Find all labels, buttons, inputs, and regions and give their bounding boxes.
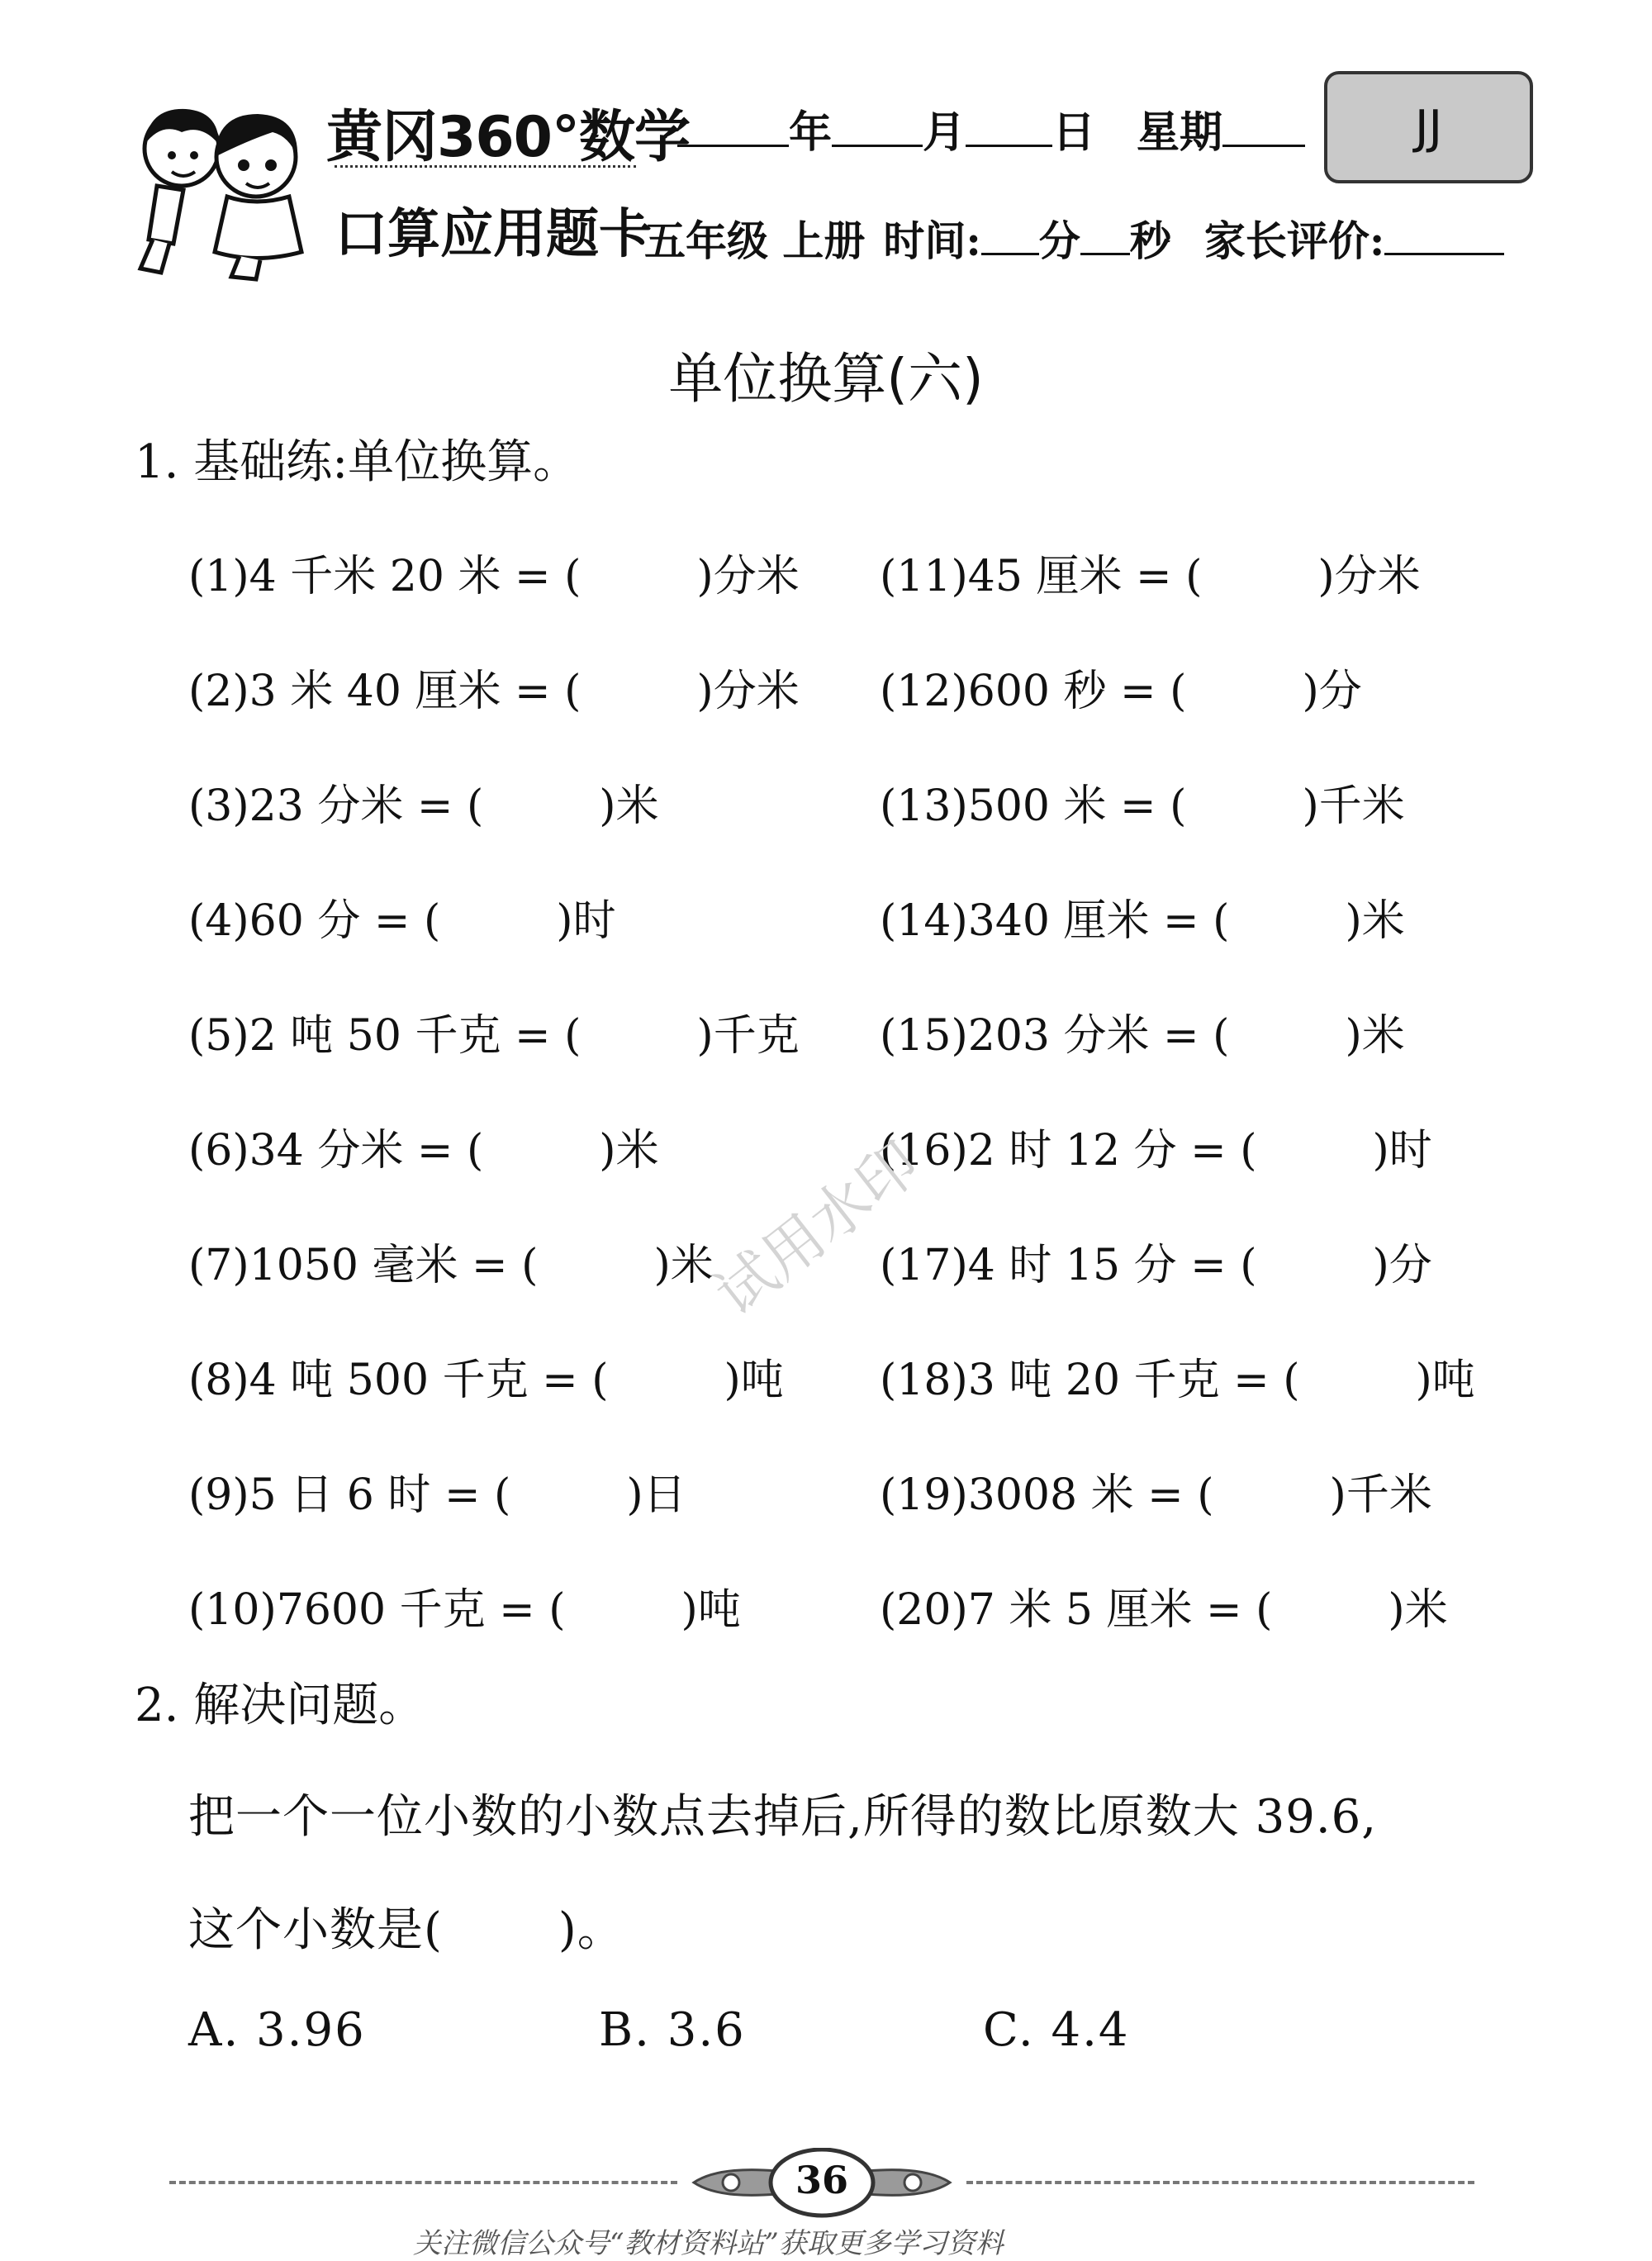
question-unit: )千米 xyxy=(1302,781,1405,831)
edition-code: JJ xyxy=(1414,100,1443,154)
option-a[interactable]: A. 3.96 xyxy=(188,2003,366,2057)
question-unit: )时 xyxy=(1372,1126,1432,1176)
question-item xyxy=(188,656,800,718)
problem-line-2-start: 这个小数是( xyxy=(188,1903,443,1957)
date-line xyxy=(677,97,1305,159)
question-prompt: (10)7600 千克 = ( xyxy=(188,1585,566,1635)
info-line xyxy=(644,208,1504,268)
brand-subtitle: 口算应用题卡 xyxy=(335,204,652,265)
year-blank[interactable] xyxy=(677,108,789,147)
second-blank[interactable] xyxy=(1080,216,1130,255)
question-item xyxy=(188,541,800,603)
weekday-label: 星期 xyxy=(1137,107,1223,158)
question-unit: )日 xyxy=(626,1470,686,1520)
question-item xyxy=(188,1345,784,1407)
day-blank[interactable] xyxy=(966,108,1052,147)
watermark: 试用水印 xyxy=(701,1128,933,1329)
parent-eval-blank[interactable] xyxy=(1384,216,1504,255)
year-label: 年 xyxy=(789,107,833,158)
question-prompt: (9)5 日 6 时 = ( xyxy=(188,1470,511,1520)
question-unit: )分 xyxy=(1302,667,1362,716)
question-prompt: (5)2 吨 50 千克 = ( xyxy=(188,1011,582,1061)
question-prompt: (11)45 厘米 = ( xyxy=(880,552,1203,601)
question-unit: )米 xyxy=(599,1126,659,1176)
footer-divider-left xyxy=(169,2181,677,2184)
edition-code-badge xyxy=(1324,71,1533,183)
brand-divider xyxy=(335,165,636,168)
question-item xyxy=(188,1230,714,1292)
question-unit: )米 xyxy=(653,1241,714,1290)
question-unit: )吨 xyxy=(1415,1356,1475,1405)
question-item xyxy=(880,656,1362,718)
page-number: 36 xyxy=(795,2158,848,2202)
question-unit: )米 xyxy=(1388,1585,1448,1635)
month-blank[interactable] xyxy=(832,108,923,147)
question-unit: )吨 xyxy=(681,1585,741,1635)
question-item xyxy=(880,1460,1432,1522)
question-unit: )千米 xyxy=(1329,1470,1432,1520)
question-item xyxy=(880,1115,1432,1177)
weekday-blank[interactable] xyxy=(1222,108,1305,147)
question-prompt: (17)4 时 15 分 = ( xyxy=(880,1241,1257,1290)
question-prompt: (8)4 吨 500 千克 = ( xyxy=(188,1356,609,1405)
worksheet-title: 单位换算(六) xyxy=(668,347,984,411)
minute-blank[interactable] xyxy=(981,216,1039,255)
mascot-illustration xyxy=(124,99,326,285)
footer-note: 关注微信公众号“教材资料站”获取更多学习资料 xyxy=(413,2227,1004,2260)
question-item xyxy=(188,1000,800,1062)
question-item xyxy=(188,1575,741,1636)
question-item xyxy=(880,541,1421,603)
question-prompt: (18)3 吨 20 千克 = ( xyxy=(880,1356,1300,1405)
question-unit: )米 xyxy=(1345,1011,1405,1061)
section2-heading: 2. 解决问题。 xyxy=(135,1679,425,1732)
question-item xyxy=(880,1000,1405,1062)
problem-line-2 xyxy=(188,1893,624,1959)
question-prompt: (1)4 千米 20 米 = ( xyxy=(188,552,582,601)
option-c[interactable]: C. 4.4 xyxy=(983,2003,1130,2057)
question-item xyxy=(880,1230,1432,1292)
question-item xyxy=(880,1345,1475,1407)
question-prompt: (15)203 分米 = ( xyxy=(880,1011,1230,1061)
question-prompt: (14)340 厘米 = ( xyxy=(880,896,1230,946)
question-prompt: (7)1050 毫米 = ( xyxy=(188,1241,539,1290)
question-prompt: (13)500 米 = ( xyxy=(880,781,1187,831)
question-item xyxy=(188,1115,659,1177)
question-item xyxy=(880,771,1405,833)
parent-eval-label: 家长评价: xyxy=(1203,216,1385,265)
option-b[interactable]: B. 3.6 xyxy=(599,2003,746,2057)
question-prompt: (6)34 分米 = ( xyxy=(188,1126,484,1176)
page-number-badge xyxy=(686,2148,958,2218)
question-unit: )分米 xyxy=(1317,552,1421,601)
question-unit: )分 xyxy=(1372,1241,1432,1290)
question-prompt: (2)3 米 40 厘米 = ( xyxy=(188,667,582,716)
question-item xyxy=(188,1460,686,1522)
question-prompt: (16)2 时 12 分 = ( xyxy=(880,1126,1257,1176)
question-unit: )分米 xyxy=(696,552,800,601)
question-unit: )米 xyxy=(599,781,659,831)
question-prompt: (4)60 分 = ( xyxy=(188,896,441,946)
section1-heading: 1. 基础练:单位换算。 xyxy=(135,435,580,489)
question-prompt: (12)600 秒 = ( xyxy=(880,667,1187,716)
question-prompt: (19)3008 米 = ( xyxy=(880,1470,1214,1520)
question-unit: )时 xyxy=(556,896,616,946)
time-label: 时间: xyxy=(883,216,981,265)
day-label: 日 xyxy=(1052,107,1096,158)
brand-title: 黄冈360°数学 xyxy=(326,105,690,170)
footer-divider-right xyxy=(966,2181,1474,2184)
question-unit: )吨 xyxy=(724,1356,784,1405)
minute-label: 分 xyxy=(1038,216,1080,265)
question-item xyxy=(188,771,659,833)
problem-line-1: 把一个一位小数的小数点去掉后,所得的数比原数大 39.6, xyxy=(188,1790,1378,1844)
month-label: 月 xyxy=(923,107,966,158)
question-prompt: (20)7 米 5 厘米 = ( xyxy=(880,1585,1273,1635)
question-unit: )分米 xyxy=(696,667,800,716)
question-item xyxy=(188,886,616,948)
question-unit: )千克 xyxy=(696,1011,800,1061)
problem-line-2-end: )。 xyxy=(558,1903,624,1957)
grade-label: 五年级 上册 xyxy=(644,216,866,265)
second-label: 秒 xyxy=(1129,216,1171,265)
question-unit: )米 xyxy=(1345,896,1405,946)
question-item xyxy=(880,886,1405,948)
question-item xyxy=(880,1575,1448,1636)
question-prompt: (3)23 分米 = ( xyxy=(188,781,484,831)
